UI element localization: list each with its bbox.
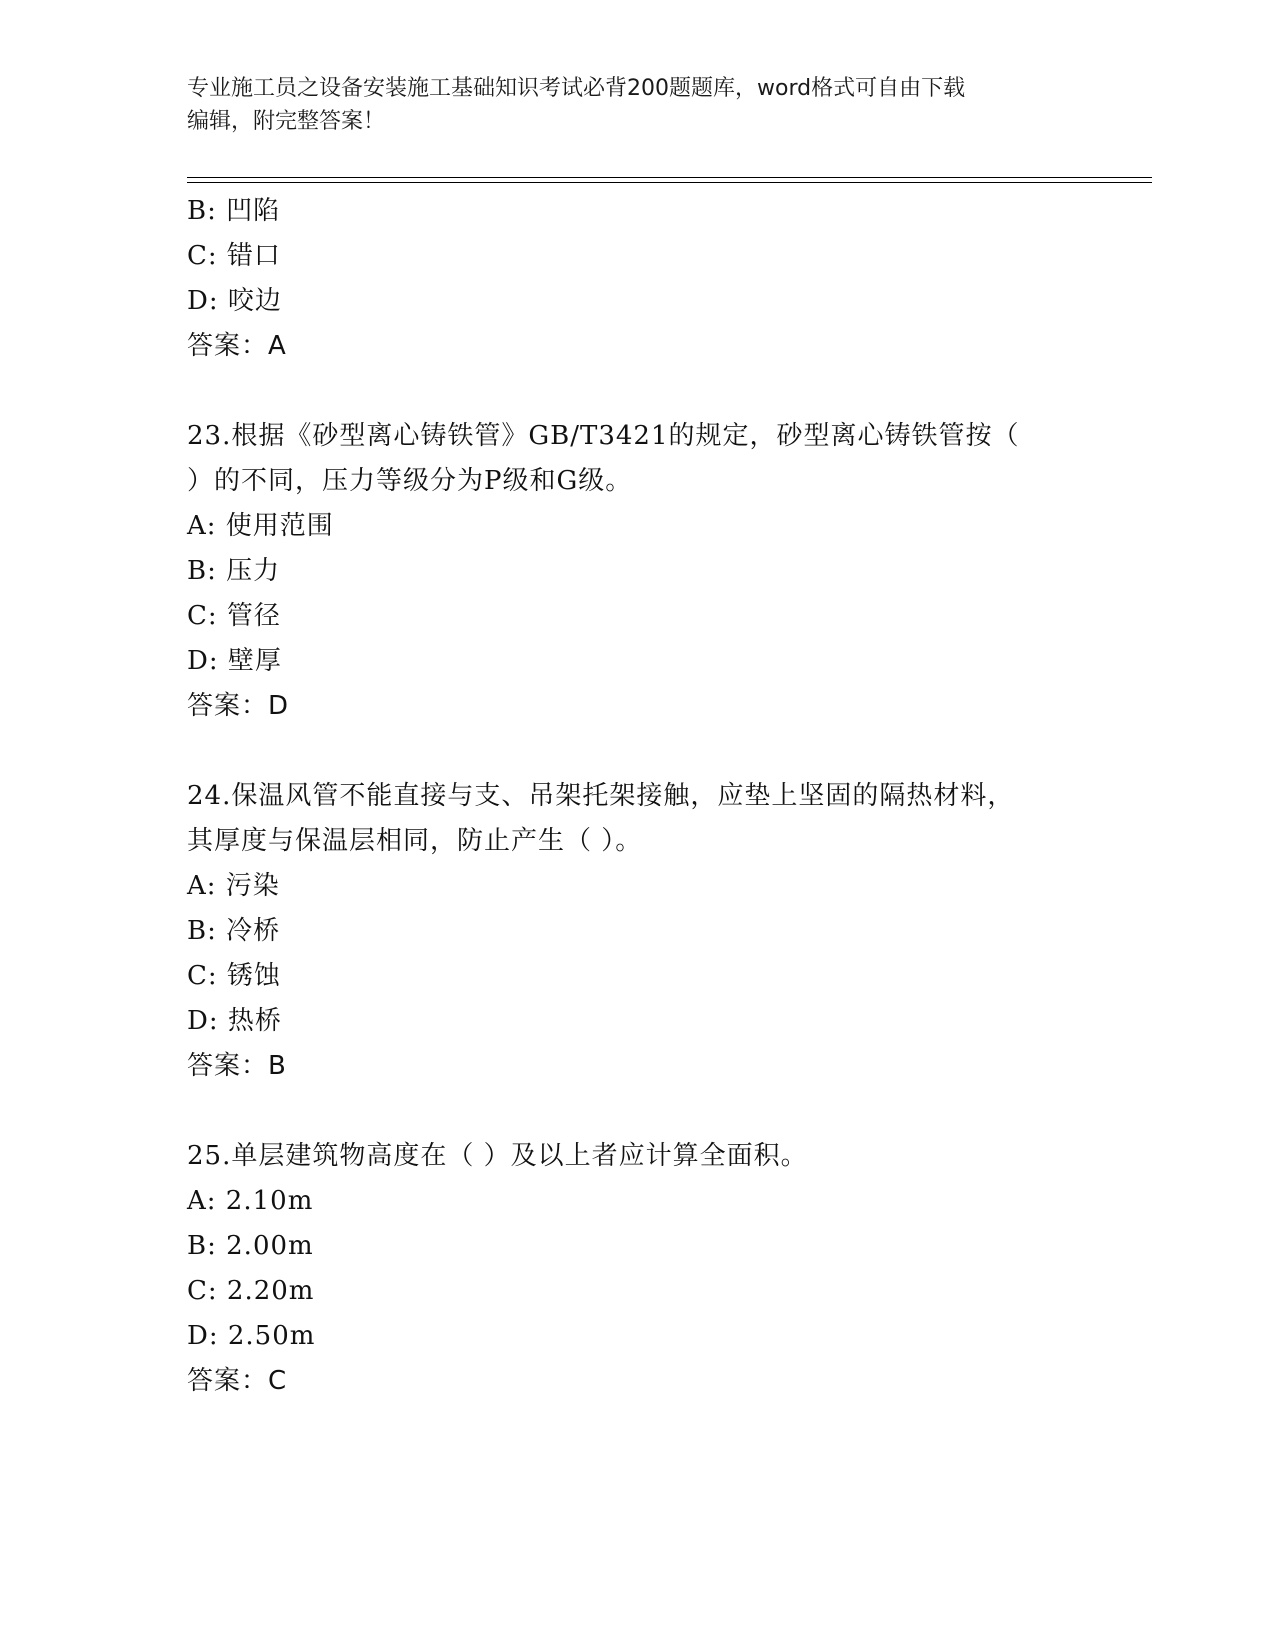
question-text-line-1: 24.保温风管不能直接与支、吊架托架接触，应垫上坚固的隔热材料，: [187, 781, 1015, 811]
question-text-line-1: 25.单层建筑物高度在（ ）及以上者应计算全面积。: [187, 1141, 808, 1171]
question-23: [187, 414, 1067, 729]
answer-label: 答案：C: [187, 1366, 288, 1396]
option-c: C: 2.20m: [187, 1276, 315, 1306]
option-c: C: 锈蚀: [187, 961, 281, 991]
option-b: B: 2.00m: [187, 1231, 314, 1261]
option-d: D: 热桥: [187, 1006, 282, 1036]
spacer: [187, 729, 1067, 774]
answer-label: 答案：B: [187, 1051, 287, 1081]
option-a: A: 污染: [187, 871, 280, 901]
option-c: C: 错口: [187, 241, 281, 271]
header-title-line-2: 编辑，附完整答案！: [187, 109, 386, 134]
answer-label: 答案：A: [187, 331, 287, 361]
spacer: [187, 1089, 1067, 1134]
question-list: [187, 189, 1067, 1404]
option-c: C: 管径: [187, 601, 281, 631]
spacer: [187, 369, 1067, 414]
option-d: D: 2.50m: [187, 1321, 316, 1351]
option-b: B: 压力: [187, 556, 281, 586]
option-d: D: 壁厚: [187, 646, 282, 676]
question-text-line-1: 23.根据《砂型离心铸铁管》GB/T3421的规定，砂型离心铸铁管按（: [187, 421, 1020, 451]
question-24: [187, 774, 1067, 1089]
option-b: B: 冷桥: [187, 916, 281, 946]
question-text-line-2: ）的不同，压力等级分为P级和G级。: [187, 466, 633, 496]
option-b: B: 凹陷: [187, 196, 281, 226]
question-22: [187, 189, 1067, 369]
header-title-line-1: 专业施工员之设备安装施工基础知识考试必背200题题库，word格式可自由下载: [187, 76, 966, 101]
document-header: [187, 72, 1067, 138]
header-divider-top: [187, 177, 1152, 178]
option-a: A: 2.10m: [187, 1186, 314, 1216]
question-25: [187, 1134, 1067, 1404]
option-a: A: 使用范围: [187, 511, 334, 541]
header-divider-bottom: [187, 182, 1152, 183]
question-text-line-2: 其厚度与保温层相同，防止产生（ ）。: [187, 826, 643, 856]
option-d: D: 咬边: [187, 286, 282, 316]
answer-label: 答案：D: [187, 691, 290, 721]
